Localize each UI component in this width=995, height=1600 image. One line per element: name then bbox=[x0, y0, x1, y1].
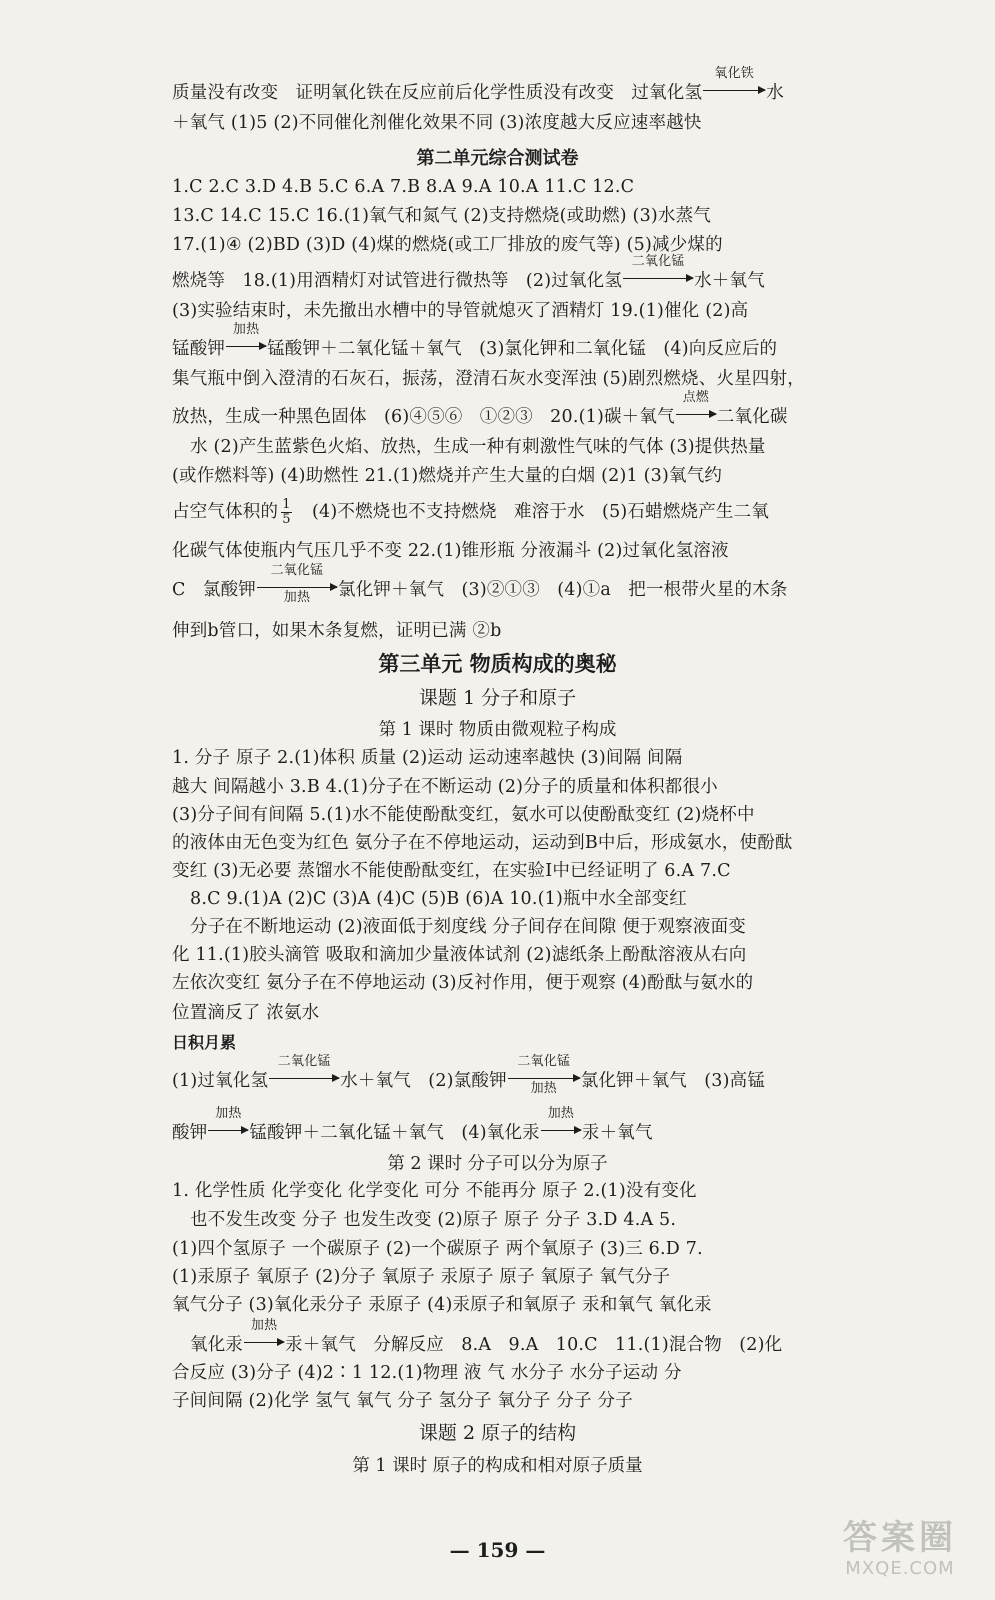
text-line: (3)实验结束时，未先撤出水槽中的导管就熄灭了酒精灯 19.(1)催化 (2)高 bbox=[172, 301, 749, 321]
page-number: — 159 — bbox=[449, 1538, 546, 1562]
reaction-arrow: 二氧化锰 bbox=[269, 1072, 339, 1086]
reaction-arrow: 二氧化锰 bbox=[623, 272, 693, 286]
topic-title: 课题 1 分子和原子 bbox=[418, 687, 577, 709]
text-line: 17.(1)④ (2)BD (3)D (4)煤的燃烧(或工厂排放的废气等) (5)减少煤的 bbox=[172, 235, 723, 255]
text-line: (或作燃料等) (4)助燃性 21.(1)燃烧并产生大量的白烟 (2)1 (3)氧气约 bbox=[172, 466, 723, 486]
reaction-arrow: 二氧化锰 加热 bbox=[508, 1072, 580, 1086]
text-line: 化 11.(1)胶头滴管 吸取和滴加少量液体试剂 (2)滤纸条上酚酞溶液从右向 bbox=[172, 945, 747, 965]
text-line: 左依次变红 氨分子在不停地运动 (3)反衬作用，便于观察 (4)酚酞与氨水的 bbox=[172, 973, 754, 993]
text-line: 13.C 14.C 15.C 16.(1)氧气和氮气 (2)支持燃烧(或助燃) (3)水蒸气 bbox=[172, 206, 712, 226]
text-line: 水 (2)产生蓝紫色火焰、放热，生成一种有刺激性气味的气体 (3)提供热量 bbox=[190, 437, 766, 457]
reaction-arrow: 加热 bbox=[541, 1124, 581, 1138]
text-line: 1.C 2.C 3.D 4.B 5.C 6.A 7.B 8.A 9.A 10.A 11.C 12.C bbox=[172, 177, 635, 197]
accumulate-label: 日积月累 bbox=[172, 1033, 237, 1052]
text-line: 集气瓶中倒入澄清的石灰石，振荡，澄清石灰水变浑浊 (5)剧烈燃烧、火星四射， bbox=[172, 369, 805, 389]
text-line: ＋氧气 (1)5 (2)不同催化剂催化效果不同 (3)浓度越大反应速率越快 bbox=[172, 113, 702, 133]
text-line: 氧气分子 (3)氧化汞分子 汞原子 (4)汞原子和氧原子 汞和氧气 氧化汞 bbox=[172, 1295, 712, 1315]
text-line: C 氯酸钾 二氧化锰 加热 氯化钾＋氧气 (3)②①③ (4)①a 把一根带火星的木条 bbox=[172, 563, 788, 605]
text-line: 位置滴反了 浓氨水 bbox=[172, 1003, 320, 1023]
text-line: 的液体由无色变为红色 氨分子在不停地运动，运动到B中后，形成氨水，使酚酞 bbox=[172, 833, 793, 853]
text-line: 分子在不断地运动 (2)液面低于刻度线 分子间存在间隙 便于观察液面变 bbox=[190, 917, 746, 937]
text-line: 越大 间隔越小 3.B 4.(1)分子在不断运动 (2)分子的质量和体积都很小 bbox=[172, 777, 718, 797]
reaction-arrow: 加热 bbox=[226, 340, 266, 354]
reaction-arrow: 点燃 bbox=[676, 408, 716, 422]
text-line: (3)分子间有间隔 5.(1)水不能使酚酞变红，氨水可以使酚酞变红 (2)烧杯中 bbox=[172, 805, 755, 825]
text-line: 变红 (3)无必要 蒸馏水不能使酚酞变红，在实验Ⅰ中已经证明了 6.A 7.C bbox=[172, 861, 731, 881]
text-line: 放热，生成一种黑色固体 (6)④⑤⑥ ①②③ 20.(1)碳＋氧气 点燃 二氧化碳 bbox=[172, 390, 788, 427]
reaction-arrow: 加热 bbox=[244, 1336, 284, 1350]
text-line: 伸到b管口，如果木条复燃，证明已满 ②b bbox=[172, 621, 502, 641]
text-line: 1. 分子 原子 2.(1)体积 质量 (2)运动 运动速率越快 (3)间隔 间隔 bbox=[172, 748, 683, 768]
text-line: 化碳气体使瓶内气压几乎不变 22.(1)锥形瓶 分液漏斗 (2)过氧化氢溶液 bbox=[172, 541, 729, 561]
lesson-title: 第 1 课时 原子的构成和相对原子质量 bbox=[352, 1456, 643, 1476]
section-title: 第二单元综合测试卷 bbox=[416, 148, 579, 169]
text-line: 也不发生改变 分子 也发生改变 (2)原子 原子 分子 3.D 4.A 5. bbox=[190, 1210, 677, 1230]
watermark-logo: 答案圈 MXQE.COM bbox=[843, 1518, 957, 1579]
text-line: 1. 化学性质 化学变化 化学变化 可分 不能再分 原子 2.(1)没有变化 bbox=[172, 1181, 697, 1201]
lesson-title: 第 2 课时 分子可以分为原子 bbox=[387, 1154, 608, 1174]
text-line: 质量没有改变 证明氧化铁在反应前后化学性质没有改变 过氧化氢 氧化铁 水 bbox=[172, 66, 784, 103]
text-line: (1)四个氢原子 一个碳原子 (2)一个碳原子 两个氧原子 (3)三 6.D 7. bbox=[172, 1239, 703, 1259]
text-line: 氧化汞 加热 汞＋氧气 分解反应 8.A 9.A 10.C 11.(1)混合物 (2)化 bbox=[190, 1318, 783, 1355]
text-line: (1)汞原子 氧原子 (2)分子 氧原子 汞原子 原子 氧原子 氧气分子 bbox=[172, 1267, 671, 1287]
reaction-arrow: 二氧化锰 加热 bbox=[257, 581, 337, 595]
text-line: 酸钾 加热 锰酸钾＋二氧化锰＋氧气 (4)氧化汞 加热 汞＋氧气 bbox=[172, 1106, 653, 1143]
topic-title: 课题 2 原子的结构 bbox=[418, 1422, 577, 1444]
reaction-arrow: 氧化铁 bbox=[703, 84, 765, 98]
text-line: 锰酸钾 加热 锰酸钾＋二氧化锰＋氧气 (3)氯化钾和二氧化锰 (4)向反应后的 bbox=[172, 322, 778, 359]
reaction-arrow: 加热 bbox=[208, 1124, 248, 1138]
text-line: 合反应 (3)分子 (4)2∶1 12.(1)物理 液 气 水分子 水分子运动 分 bbox=[172, 1363, 682, 1383]
text-line: 占空气体积的 $\frac{1}{5}$ (4)不燃烧也不支持燃烧 难溶于水 (5)石蜡燃烧产生二氧 bbox=[172, 497, 770, 527]
text-line: 燃烧等 18.(1)用酒精灯对试管进行微热等 (2)过氧化氢 二氧化锰 水＋氧气 bbox=[172, 254, 765, 291]
text-line: (1)过氧化氢 二氧化锰 水＋氧气 (2)氯酸钾 二氧化锰 加热 氯化钾＋氧气 (3)高锰 bbox=[172, 1054, 766, 1096]
text-line: 8.C 9.(1)A (2)C (3)A (4)C (5)B (6)A 10.(1)瓶中水全部变红 bbox=[190, 889, 687, 909]
unit-title: 第三单元 物质构成的奥秘 bbox=[378, 652, 617, 676]
text-line: 子间间隔 (2)化学 氢气 氧气 分子 氢分子 氧分子 分子 分子 bbox=[172, 1391, 633, 1411]
lesson-title: 第 1 课时 物质由微观粒子构成 bbox=[378, 720, 617, 740]
fraction: $\frac{1}{5}$ bbox=[282, 497, 291, 527]
